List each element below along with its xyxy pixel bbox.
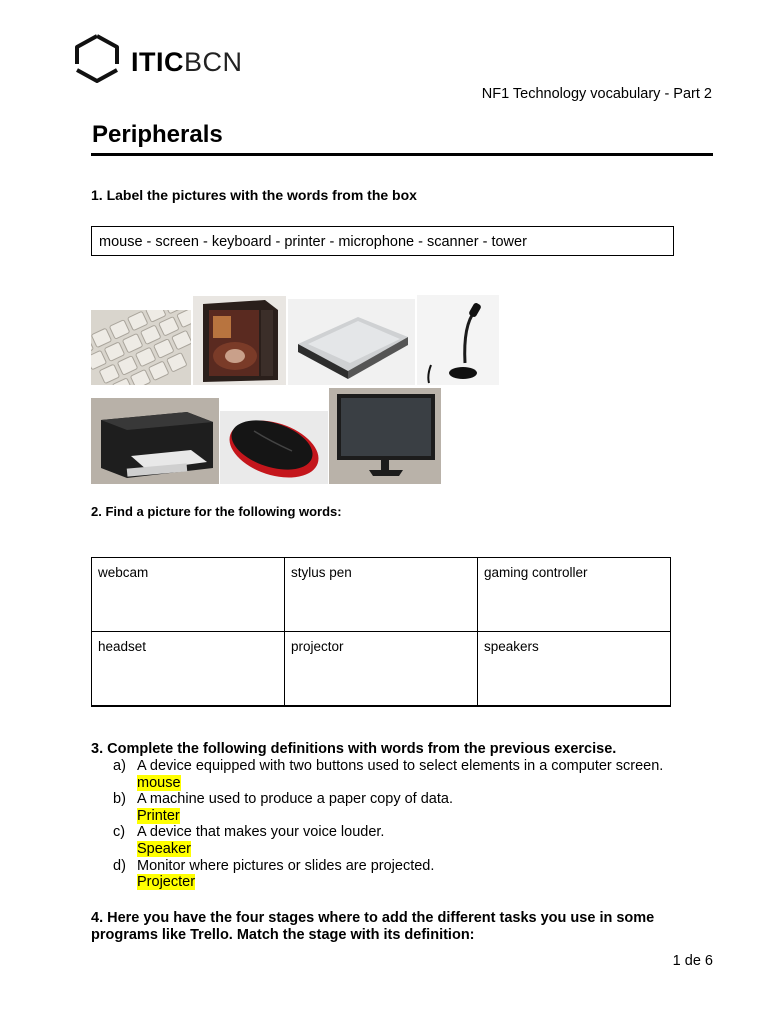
item-letter: a) [113,758,126,774]
keyboard-picture [91,310,191,385]
question-2-heading: 2. Find a picture for the following words: [91,504,342,519]
list-item [91,824,721,857]
words-table [91,557,671,707]
table-cell[interactable]: webcam [92,558,285,632]
question-1-heading: 1. Label the pictures with the words from the box [91,187,417,203]
table-cell[interactable]: stylus pen [285,558,478,632]
definition-text: A device that makes your voice louder. [137,824,385,841]
list-item [91,758,721,791]
table-row [92,632,671,706]
definition-text: Monitor where pictures or slides are projected. [137,857,435,874]
table-row [92,558,671,632]
answer-highlight[interactable]: Projecter [137,874,196,891]
table-cell[interactable]: projector [285,632,478,706]
definition-text: A machine used to produce a paper copy of data. [137,791,453,808]
item-letter: d) [113,857,126,874]
tower-picture [193,296,286,385]
definition-text: A device equipped with two buttons used to select elements in a computer screen. [137,758,664,774]
page-title: Peripherals [92,121,223,148]
microphone-picture [417,295,499,385]
question-3-heading: 3. Complete the following definitions with words from the previous exercise. [91,741,617,757]
mouse-picture [220,411,328,484]
question-4-heading: 4. Here you have the four stages where to add the different tasks you use in some programs like Trello. Match the stage with its definition: [91,910,655,943]
question-3 [91,741,721,891]
item-letter: c) [113,824,126,841]
logo [72,33,262,93]
screen-picture [329,388,441,484]
title-underline [91,153,713,156]
definitions-list [91,758,721,891]
document-subtitle: NF1 Technology vocabulary - Part 2 [481,86,712,102]
hexagon-logo-icon [72,33,122,91]
scanner-picture [288,299,415,385]
item-letter: b) [113,791,126,808]
logo-wordmark [131,47,243,77]
logo-light-text: BCN [184,47,243,77]
page-number: 1 de 6 [672,953,713,969]
answer-highlight[interactable]: mouse [137,774,181,791]
answer-highlight[interactable]: Printer [137,807,180,824]
list-item [91,858,721,891]
table-cell[interactable]: headset [92,632,285,706]
logo-bold-text: ITIC [131,47,184,77]
printer-picture [91,398,219,484]
word-box: mouse - screen - keyboard - printer - microphone - scanner - tower [91,226,674,256]
list-item [91,791,721,824]
answer-highlight[interactable]: Speaker [137,840,192,857]
table-cell[interactable]: speakers [478,632,671,706]
table-cell[interactable]: gaming controller [478,558,671,632]
